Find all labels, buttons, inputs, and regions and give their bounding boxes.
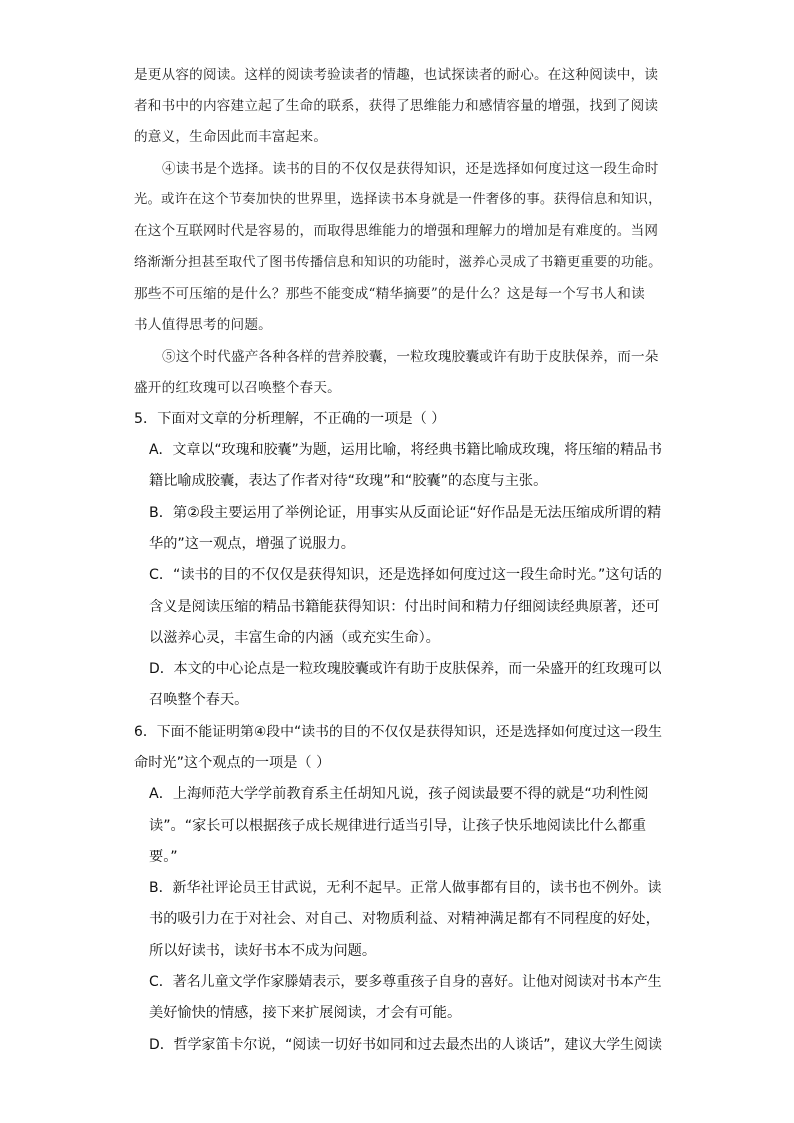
passage-line: 是更从容的阅读。这样的阅读考验读者的情趣，也试探读者的耐心。在这种阅读中，读	[134, 67, 659, 83]
question-6-option-a: A．上海师范大学学前教育系主任胡知凡说，孩子阅读最要不得的就是“功利性阅	[149, 786, 649, 802]
question-6-option-b: B．新华社评论员王甘武说，无利不起早。正常人做事都有目的，读书也不例外。读	[149, 880, 662, 896]
passage-line: 在这个互联网时代是容易的，而取得思维能力的增强和理解力的增加是有难度的。当网	[134, 223, 659, 239]
option-continuation: 所以好读书，读好书本不成为问题。	[149, 943, 377, 959]
question-6-option-c: C．著名儿童文学作家滕婧表示，要多尊重孩子自身的喜好。让他对阅读对书本产生	[149, 974, 662, 990]
passage-line: 者和书中的内容建立起了生命的联系，获得了思维能力和感情容量的增强，找到了阅读	[134, 98, 659, 114]
option-continuation: 含义是阅读压缩的精品书籍能获得知识：付出时间和精力仔细阅读经典原著，还可	[149, 599, 660, 615]
passage-line: 光。或许在这个节奏加快的世界里，选择读书本身就是一件奢侈的事。获得信息和知识，	[134, 192, 662, 207]
question-5-option-d: D．本文的中心论点是一粒玫瑰胶囊或许有助于皮肤保养，而一朵盛开的红玫瑰可以	[149, 661, 662, 677]
question-6-option-d: D．哲学家笛卡尔说，“阅读一切好书如同和过去最杰出的人谈话”，建议大学生阅读	[149, 1037, 662, 1053]
option-continuation: 要。”	[149, 849, 178, 865]
option-continuation: 籍比喻成胶囊，表达了作者对待“玫瑰”和“胶囊”的态度与主张。	[149, 473, 548, 489]
passage-paragraph-5: ⑤这个时代盛产各种各样的营养胶囊，一粒玫瑰胶囊或许有助于皮肤保养，而一朵	[162, 349, 659, 365]
option-continuation: 召唤整个春天。	[149, 692, 249, 708]
option-continuation: 书的吸引力在于对社会、对自己、对物质利益、对精神满足都有不同程度的好处，	[149, 911, 660, 927]
question-5-option-b: B．第②段主要运用了举例论证，用事实从反面论证“好作品是无法压缩成所谓的精	[149, 505, 662, 521]
passage-line: 络渐渐分担甚至取代了图书传播信息和知识的功能时，滋养心灵成了书籍更重要的功能。	[134, 255, 662, 270]
option-continuation: 华的”这一观点，增强了说服力。	[149, 536, 355, 552]
question-5-option-a: A．文章以“玫瑰和胶囊”为题，运用比喻，将经典书籍比喻成玫瑰，将压缩的精品书	[149, 442, 662, 458]
option-continuation: 读”。“家长可以根据孩子成长规律进行适当引导，让孩子快乐地阅读比什么都重	[149, 818, 647, 834]
passage-line: 盛开的红玫瑰可以召唤整个春天。	[134, 380, 341, 396]
question-5-option-c: C．“读书的目的不仅仅是获得知识，还是选择如何度过这一段生命时光。”这句话的	[149, 567, 662, 583]
passage-line: 书人值得思考的问题。	[134, 317, 272, 333]
question-6-stem: 6．下面不能证明第④段中“读书的目的不仅仅是获得知识，还是选择如何度过这一段生	[134, 724, 662, 740]
option-continuation: 美好愉快的情感，接下来扩展阅读，才会有可能。	[149, 1005, 462, 1021]
question-6-stem-continuation: 命时光”这个观点的一项是（ ）	[134, 755, 331, 771]
passage-line: 那些不可压缩的是什么？那些不能变成“精华摘要”的是什么？这是每一个写书人和读	[134, 286, 645, 302]
passage-paragraph-4: ④读书是个选择。读书的目的不仅仅是获得知识，还是选择如何度过这一段生命时	[162, 161, 659, 177]
passage-line: 的意义，生命因此而丰富起来。	[134, 129, 328, 145]
option-continuation: 以滋养心灵，丰富生命的内涵（或充实生命）。	[149, 630, 440, 646]
question-5-stem: 5．下面对文章的分析理解，不正确的一项是（ ）	[134, 411, 446, 427]
